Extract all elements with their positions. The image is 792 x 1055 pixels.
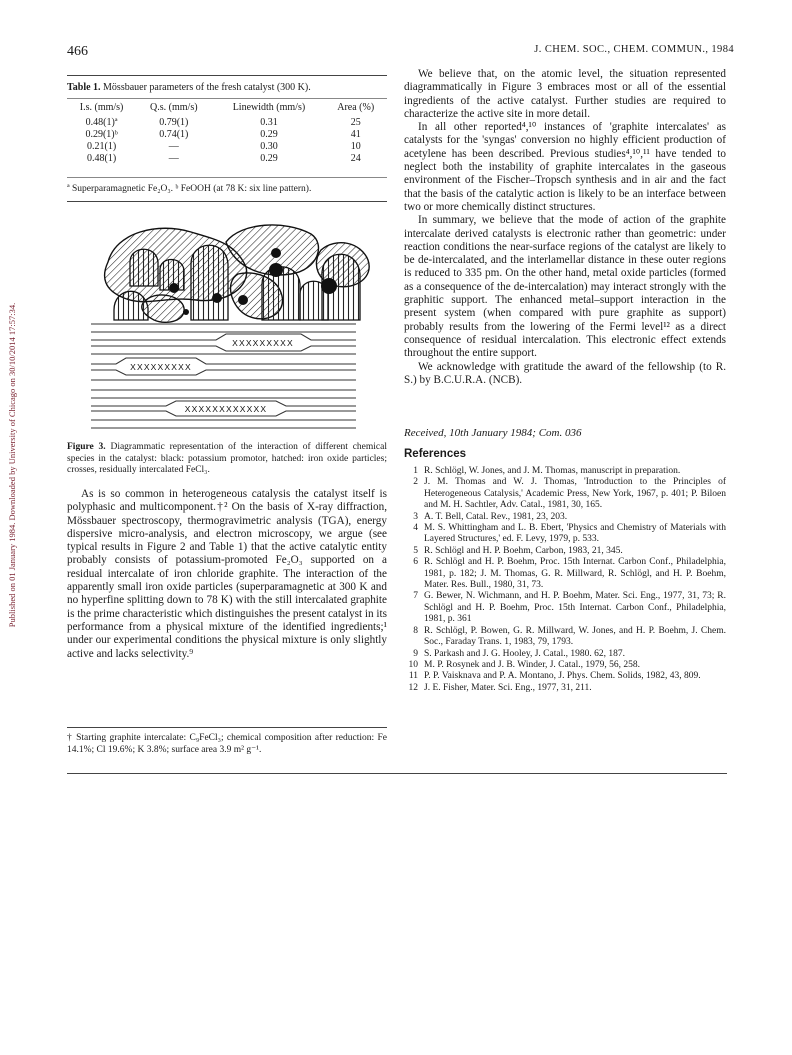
table-cell: 10 bbox=[350, 141, 361, 152]
table-bottom-rule bbox=[67, 177, 387, 178]
received-date: Received, 10th January 1984; Com. 036 bbox=[404, 427, 582, 439]
table-cell: 0.48(1)ª bbox=[85, 117, 118, 128]
column-header: Q.s. (mm/s) bbox=[150, 102, 198, 113]
fecl3-intercalant-1: XXXXXXXXX bbox=[232, 338, 294, 348]
table-cell: 41 bbox=[350, 129, 361, 140]
table-row bbox=[67, 117, 385, 129]
table-footnote-rule bbox=[67, 201, 387, 202]
table-cell: 0.29(1)ᵇ bbox=[85, 129, 118, 140]
table-cell: — bbox=[168, 153, 179, 164]
journal-header: J. CHEM. SOC., CHEM. COMMUN., 1984 bbox=[534, 44, 734, 55]
table-cell: 0.21(1) bbox=[86, 141, 117, 152]
reference-item: 1 R. Schlögl, W. Jones, and J. M. Thomas, manuscript in preparation. bbox=[413, 466, 681, 476]
table-caption: Table 1. Mössbauer parameters of the fresh catalyst (300 K). bbox=[67, 82, 311, 93]
table-footnote: ª Superparamagnetic Fe₂O₃. ᵇ FeOOH (at 78 K: six line pattern). bbox=[67, 184, 312, 194]
page-number: 466 bbox=[67, 44, 88, 59]
references-heading: References bbox=[404, 448, 467, 460]
reference-item: 8 R. Schlögl, P. Bowen, G. R. Millward, W. Jones, and H. P. Boehm, J. Chem. Soc., Faraday Trans. 1, 1983, 79, 1793. bbox=[413, 625, 726, 648]
potassium-promotor-dot bbox=[321, 278, 337, 294]
reference-item: 10 M. P. Rosynek and J. B. Winder, J. Catal., 1979, 56, 258. bbox=[408, 659, 640, 670]
paragraph: As is so common in heterogeneous catalysis the catalyst itself is polyphasic and multicomponent.†² On the basis of X-ray diffraction, Mössbauer spectroscopy, thermogravimetric analysis (TGA), energy dispersive micro-analysis, and electron microscopy, we argue (see typical results in Figure 2 and Table 1) that the active catalytic entity probably consists of potassium-promoted Fe₂O₃ supported on a residual intercalate of iron chloride graphite. The interaction of the apparently small iron oxide particles (superparamagnetic at 300 K and no hyperfine splitting down to 78 K) with the still intercalated graphite is the prime characteristic which distinguishes the present catalyst in its performance from a physical mixture of the identified ingredients;¹ under our experimental conditions the physical mixture is only slightly active and lacks selectivity.⁹ bbox=[67, 488, 388, 660]
paragraph: We believe that, on the atomic level, the situation represented diagrammatically in Figure 3 embraces most or all of the essential ingredients of the active catalyst. Further studies are required to characterize the active site in more detail. bbox=[404, 68, 726, 120]
table-cell: — bbox=[168, 141, 179, 152]
footnote: † Starting graphite intercalate: C₉FeCl₃; chemical composition after reduction: Fe 14.1%; Cl 19.6%; K 3.8%; surface area 3.9 m² g⁻¹. bbox=[67, 733, 387, 755]
fecl3-intercalant-3: XXXXXXXXXXXX bbox=[184, 404, 268, 414]
table-top-rule bbox=[67, 75, 387, 76]
footnote-rule bbox=[67, 727, 387, 728]
reference-item: 2 J. M. Thomas and W. J. Thomas, 'Introduction to the Principles of Heterogeneous Catalysis,' Academic Press, New York, 1967, p. 401; P. Biloen and M. H. Sachtler, Adv. Catal., 1981, 30, 165. bbox=[413, 477, 726, 511]
page-bottom-rule bbox=[67, 773, 727, 774]
paragraph: We acknowledge with gratitude the award of the fellowship (to R. S.) by B.C.U.R.A. (NCB). bbox=[404, 360, 726, 386]
reference-item: 6 R. Schlögl and H. P. Boehm, Proc. 15th Internat. Carbon Conf., Philadelphia, 1981, p. 182; J. M. Thomas, G. R. Millward, R. Schlögl, and H. P. Boehm, Mater. Res. Bull., 1980, 31, 73. bbox=[413, 557, 726, 591]
mossbauer-table bbox=[67, 100, 385, 165]
references-list bbox=[404, 466, 726, 694]
table-header-row bbox=[67, 100, 385, 117]
table-cell: 24 bbox=[350, 153, 361, 164]
right-column-body bbox=[404, 68, 726, 387]
table-cell: 0.30 bbox=[260, 141, 278, 152]
table-row bbox=[67, 129, 385, 141]
table-cell: 0.29 bbox=[260, 129, 278, 140]
table-cell: 0.31 bbox=[260, 117, 278, 128]
potassium-promotor-dot bbox=[238, 295, 248, 305]
column-header: Area (%) bbox=[337, 102, 375, 113]
paragraph: In all other reported⁴,¹⁰ instances of 'graphite intercalates' as catalysts for the 'syngas' conversion no highly efficient production of acetylene has been described. Previous studies⁴,¹⁰,¹¹ have tended to neglect both the instability of graphite intercalates in the gaseous environment of the Fischer–Tropsch synthesis and in air and the fact that the basis of the catalytic action is likely to be an interface between two or more chemically distinct structures. bbox=[404, 121, 726, 213]
reference-item: 7 G. Bewer, N. Wichmann, and H. P. Boehm, Mater. Sci. Eng., 1977, 31, 73; R. Schlögl and H. P. Boehm, Proc. 15th Internat. Carbon Conf., Philadelphia, 1981, p. 361 bbox=[413, 591, 726, 625]
potassium-promotor-dot bbox=[269, 263, 283, 277]
table-cell: 0.74(1) bbox=[159, 129, 189, 140]
figure-3-diagram bbox=[86, 212, 376, 444]
reference-item: 4 M. S. Whittingham and L. B. Ebert, 'Physics and Chemistry of Materials with Layered Structures,' ed. F. Levy, 1979, p. 533. bbox=[413, 523, 726, 545]
table-cell: 0.79(1) bbox=[159, 117, 189, 128]
table-cell: 0.48(1) bbox=[86, 153, 117, 164]
reference-item: 5 R. Schlögl and H. P. Boehm, Carbon, 1983, 21, 345. bbox=[413, 545, 623, 556]
potassium-promotor-dot bbox=[212, 293, 222, 303]
download-watermark: Published on 01 January 1984. Downloaded by University of Chicago on 30/10/2014 17:57:34. bbox=[7, 302, 17, 628]
paragraph: In summary, we believe that the mode of action of the graphite intercalate derived catalysts is electronic rather than geometric: under reaction conditions the near-surface regions of the catalyst are likely to be de-intercalated, and the interlamellar distance in these outer regions is reduced to 335 pm. On the other hand, metal oxide particles (formed as a consequence of the de-intercalation) may interact strongly with the graphitic support. The enhanced metal–support interaction in the present system (when compared with pure graphite as support) probably results from the lowering of the Fermi level¹² as a direct consequence of residual intercalation. This electronic effect extends throughout the entire support. bbox=[404, 214, 726, 360]
potassium-promotor-dot bbox=[271, 248, 281, 258]
reference-item: 3 A. T. Bell, Catal. Rev., 1981, 23, 203. bbox=[413, 511, 568, 522]
column-header: Linewidth (mm/s) bbox=[232, 102, 306, 113]
column-header: I.s. (mm/s) bbox=[79, 102, 124, 113]
reference-item: 12 J. E. Fisher, Mater. Sci. Eng., 1977, 31, 211. bbox=[408, 682, 592, 693]
reference-item: 9 S. Parkash and J. G. Hooley, J. Catal., 1980. 62, 187. bbox=[413, 648, 625, 659]
striped-particle bbox=[130, 249, 158, 286]
striped-particle bbox=[191, 245, 228, 320]
table-caption-rule bbox=[67, 98, 387, 99]
reference-item: 11 P. P. Vaisknava and P. A. Montano, J. Phys. Chem. Solids, 1982, 43, 809. bbox=[408, 671, 701, 682]
table-cell: 0.29 bbox=[260, 153, 278, 164]
potassium-promotor-dot bbox=[169, 283, 179, 293]
table-row bbox=[67, 153, 385, 165]
table-cell: 25 bbox=[350, 117, 361, 128]
table-row bbox=[67, 141, 385, 153]
figure-3-caption: Figure 3. Diagrammatic representation of the interaction of different chemical species in the catalyst: black: potassium promotor, hatched: iron oxide particles; crosses, residually intercalated FeCl₃. bbox=[67, 442, 387, 475]
fecl3-intercalant-2: XXXXXXXXX bbox=[130, 362, 192, 372]
left-column-body bbox=[67, 488, 387, 661]
potassium-promotor-dot bbox=[183, 309, 189, 315]
